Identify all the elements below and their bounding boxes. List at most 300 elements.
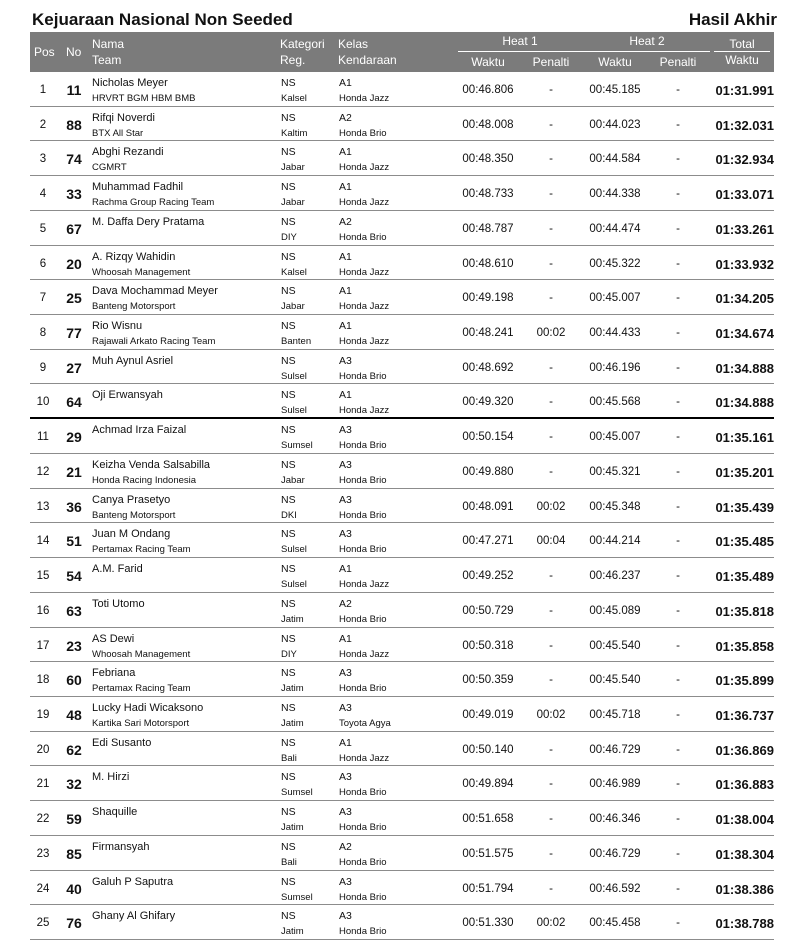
cell-kendaraan: Honda Jazz [339, 197, 390, 209]
cell-kendaraan: Honda Jazz [339, 301, 390, 313]
cell-heat1-waktu: 00:51.658 [462, 813, 514, 826]
cell-heat1-penalti: - [549, 396, 553, 409]
cell-kelas: A3 [339, 458, 352, 471]
cell-kelas: A3 [339, 806, 352, 819]
cell-kelas: A1 [339, 250, 352, 263]
cell-no: 67 [66, 220, 82, 237]
cell-region: Jabar [281, 474, 305, 486]
cell-heat1-waktu: 00:48.350 [462, 153, 514, 166]
cell-total-waktu: 01:35.899 [715, 673, 774, 689]
table-row [30, 871, 774, 906]
cell-kategori: NS [281, 458, 296, 471]
cell-name: Toti Utomo [92, 597, 145, 610]
header-team: Team [92, 53, 122, 67]
cell-no: 33 [66, 186, 82, 203]
cell-heat1-waktu: 00:51.330 [462, 917, 514, 930]
result-label: Hasil Akhir [688, 10, 777, 29]
table-row [30, 141, 774, 176]
cell-region: Kalsel [281, 266, 307, 278]
cell-kendaraan: Honda Brio [339, 370, 387, 382]
cell-pos: 7 [39, 292, 47, 305]
cell-no: 60 [66, 672, 82, 689]
header-total: Total [729, 37, 755, 51]
cell-pos: 24 [36, 882, 50, 895]
cell-kendaraan: Honda Jazz [339, 648, 390, 660]
cell-region: Banten [281, 336, 312, 348]
cell-kategori: NS [281, 250, 296, 263]
cell-heat1-penalti: - [549, 292, 553, 305]
cell-heat1-waktu: 00:49.320 [462, 396, 514, 409]
cell-no: 88 [66, 116, 82, 133]
cell-region: Jabar [281, 197, 305, 209]
cell-heat2-penalti: - [676, 396, 680, 409]
cell-heat1-waktu: 00:48.008 [462, 118, 514, 131]
cell-kategori: NS [281, 111, 296, 124]
table-row [30, 628, 774, 663]
cell-pos: 6 [39, 257, 47, 270]
cell-kendaraan: Honda Brio [339, 683, 387, 695]
cell-heat1-waktu: 00:51.794 [462, 882, 514, 895]
cell-heat2-penalti: - [676, 327, 680, 340]
cell-heat2-waktu: 00:45.540 [589, 674, 641, 687]
cell-heat1-waktu: 00:48.787 [462, 222, 514, 235]
cell-pos: 17 [36, 639, 50, 652]
cell-name: M. Hirzi [92, 771, 130, 784]
cell-no: 62 [66, 741, 82, 758]
cell-kendaraan: Honda Brio [339, 613, 387, 625]
cell-no: 32 [66, 776, 82, 793]
cell-heat2-penalti: - [676, 847, 680, 860]
cell-heat1-waktu: 00:49.019 [462, 708, 514, 721]
cell-heat2-penalti: - [676, 222, 680, 235]
cell-total-waktu: 01:32.031 [715, 117, 774, 133]
cell-name: Muh Aynul Asriel [92, 354, 174, 367]
cell-kategori: NS [281, 146, 296, 159]
cell-name: Muhammad Fadhil [92, 181, 184, 194]
cell-team: Rachma Group Racing Team [92, 197, 215, 209]
cell-heat2-waktu: 00:46.729 [589, 847, 641, 860]
cell-heat1-waktu: 00:48.733 [462, 188, 514, 201]
cell-name: M. Daffa Dery Pratama [92, 215, 205, 228]
table-body [30, 72, 774, 940]
cell-kendaraan: Honda Jazz [339, 93, 390, 104]
cell-heat1-penalti: - [549, 153, 553, 166]
cell-kategori: NS [281, 215, 296, 228]
cell-heat2-penalti: - [676, 257, 680, 270]
cell-heat2-waktu: 00:45.007 [589, 431, 641, 444]
cell-heat2-waktu: 00:45.568 [589, 396, 641, 409]
cell-kendaraan: Honda Jazz [339, 405, 390, 417]
cell-heat2-penalti: - [676, 535, 680, 548]
cell-total-waktu: 01:35.858 [715, 638, 774, 654]
header-penalti-1: Penalti [532, 55, 570, 69]
header-heat1: Heat 1 [502, 34, 538, 48]
cell-no: 54 [66, 568, 82, 585]
cell-no: 63 [66, 602, 82, 619]
cell-pos: 16 [36, 604, 50, 617]
cell-region: Jatim [281, 613, 304, 625]
cell-heat1-waktu: 00:46.806 [462, 84, 514, 96]
cell-heat1-penalti: - [549, 882, 553, 895]
table-row [30, 489, 774, 524]
cell-kategori: NS [281, 563, 296, 576]
cell-heat2-waktu: 00:46.729 [589, 743, 641, 756]
cell-total-waktu: 01:33.932 [715, 256, 774, 272]
cell-kelas: A2 [339, 215, 352, 228]
cell-heat2-waktu: 00:45.321 [589, 465, 641, 478]
cell-heat1-penalti: 00:02 [536, 500, 566, 513]
cell-heat2-waktu: 00:44.214 [589, 535, 641, 548]
cell-heat1-penalti: - [549, 604, 553, 617]
cell-heat2-waktu: 00:44.023 [589, 118, 641, 131]
cell-heat1-waktu: 00:47.271 [462, 535, 514, 548]
cell-kelas: A1 [339, 389, 352, 402]
cell-kategori: NS [281, 806, 296, 819]
cell-heat1-waktu: 00:49.880 [462, 465, 514, 478]
cell-team: Pertamax Racing Team [92, 544, 191, 556]
cell-total-waktu: 01:38.304 [715, 846, 774, 862]
heat-divider [458, 51, 710, 52]
table-row [30, 697, 774, 732]
cell-name: Achmad Irza Faizal [92, 424, 187, 437]
cell-kelas: A2 [339, 597, 352, 610]
cell-pos: 11 [37, 431, 49, 444]
cell-heat1-waktu: 00:50.729 [462, 604, 514, 617]
cell-heat2-waktu: 00:45.089 [589, 604, 641, 617]
cell-heat1-penalti: - [549, 222, 553, 235]
cell-pos: 10 [36, 396, 50, 409]
cell-name: AS Dewi [92, 632, 135, 645]
cell-kategori: NS [281, 632, 296, 645]
cell-heat1-waktu: 00:48.692 [462, 361, 514, 374]
table-row [30, 905, 774, 940]
cell-name: Rifqi Noverdi [92, 111, 155, 124]
cell-total-waktu: 01:34.205 [715, 291, 774, 307]
cell-kendaraan: Honda Brio [339, 509, 387, 521]
table-row [30, 350, 774, 385]
cell-name: A. Rizqy Wahidin [92, 250, 176, 263]
cell-kendaraan: Honda Brio [339, 856, 387, 868]
cell-kategori: NS [281, 597, 296, 610]
table-row [30, 593, 774, 628]
cell-team: Honda Racing Indonesia [92, 474, 197, 486]
header-total-waktu: Waktu [725, 53, 759, 67]
cell-kategori: NS [281, 701, 296, 714]
cell-heat1-waktu: 00:51.575 [462, 847, 514, 860]
cell-heat2-penalti: - [676, 500, 680, 513]
cell-total-waktu: 01:35.201 [715, 464, 774, 480]
table-row [30, 836, 774, 871]
cell-name: Lucky Hadi Wicaksono [92, 701, 204, 714]
cell-kategori: NS [281, 771, 296, 784]
header-kendaraan: Kendaraan [338, 53, 397, 67]
cell-region: Bali [281, 856, 297, 868]
cell-no: 76 [66, 915, 82, 932]
cell-team: Kartika Sari Motorsport [92, 717, 190, 729]
header-no: No [66, 45, 82, 59]
cell-heat1-waktu: 00:48.241 [462, 327, 514, 340]
cell-name: Galuh P Saputra [92, 875, 174, 888]
cell-kelas: A3 [339, 910, 352, 923]
cell-heat2-waktu: 00:45.322 [589, 257, 641, 270]
cell-kelas: A3 [339, 701, 352, 714]
header-reg: Reg. [280, 53, 306, 67]
cell-heat1-penalti: 00:04 [536, 535, 566, 548]
cell-region: Sumsel [281, 787, 313, 799]
cell-name: Rio Wisnu [92, 320, 143, 333]
cell-kendaraan: Honda Jazz [339, 752, 390, 764]
cell-name: Abghi Rezandi [92, 146, 164, 159]
header-kelas: Kelas [338, 37, 369, 51]
cell-total-waktu: 01:33.261 [715, 221, 774, 237]
cell-heat2-waktu: 00:45.718 [589, 708, 641, 721]
cell-kendaraan: Honda Jazz [339, 266, 390, 278]
cell-no: 20 [66, 255, 82, 272]
cell-region: Sumsel [281, 891, 313, 903]
cell-kategori: NS [281, 910, 296, 923]
cell-team: Banteng Motorsport [92, 301, 176, 313]
cell-heat1-waktu: 00:50.318 [462, 639, 514, 652]
cell-total-waktu: 01:38.386 [715, 881, 774, 897]
cell-kategori: NS [281, 667, 296, 680]
cell-heat2-penalti: - [676, 465, 680, 478]
cell-pos: 4 [39, 188, 47, 201]
cell-heat1-penalti: - [549, 188, 553, 201]
cell-kendaraan: Honda Jazz [339, 162, 390, 174]
table-header [30, 32, 774, 72]
cell-total-waktu: 01:36.737 [715, 707, 774, 723]
cell-kendaraan: Honda Brio [339, 127, 387, 139]
cell-name: Firmansyah [92, 840, 150, 853]
cell-heat2-waktu: 00:46.237 [589, 570, 641, 583]
cell-heat1-penalti: 00:02 [536, 917, 566, 930]
cell-name: Edi Susanto [92, 736, 152, 749]
table-row [30, 419, 774, 454]
cell-no: 85 [66, 845, 82, 862]
cell-heat2-penalti: - [676, 917, 680, 930]
cell-heat1-waktu: 00:49.894 [462, 778, 514, 791]
cell-kategori: NS [281, 528, 296, 541]
cell-heat2-waktu: 00:44.433 [589, 327, 641, 340]
cell-pos: 23 [36, 847, 50, 860]
cell-kelas: A3 [339, 771, 352, 784]
cell-kendaraan: Honda Brio [339, 926, 387, 938]
cell-no: 23 [66, 637, 82, 654]
cell-region: Sulsel [281, 405, 307, 417]
cell-no: 48 [66, 706, 82, 723]
cell-region: Jatim [281, 683, 304, 695]
cell-kelas: A1 [339, 181, 352, 194]
cell-region: Kaltim [281, 127, 308, 139]
header-heat2: Heat 2 [629, 34, 665, 48]
cell-heat1-penalti: - [549, 847, 553, 860]
cell-heat2-waktu: 00:45.185 [589, 84, 641, 96]
cell-heat2-waktu: 00:45.540 [589, 639, 641, 652]
cell-region: Bali [281, 752, 297, 764]
cell-heat1-penalti: 00:02 [536, 327, 566, 340]
cell-total-waktu: 01:38.788 [715, 916, 774, 932]
cell-heat1-penalti: - [549, 674, 553, 687]
cell-kelas: A3 [339, 424, 352, 437]
cell-total-waktu: 01:35.818 [715, 603, 774, 619]
cell-kelas: A1 [339, 320, 352, 333]
cell-pos: 20 [36, 743, 50, 756]
cell-region: DKI [281, 509, 297, 521]
cell-kendaraan: Toyota Agya [339, 717, 391, 729]
cell-name: Juan M Ondang [92, 528, 171, 541]
cell-no: 36 [66, 498, 82, 515]
cell-heat1-waktu: 00:50.140 [462, 743, 514, 756]
cell-total-waktu: 01:35.439 [715, 499, 774, 515]
cell-heat1-waktu: 00:49.198 [462, 292, 514, 305]
cell-heat2-waktu: 00:45.458 [589, 917, 641, 930]
cell-heat1-penalti: - [549, 118, 553, 131]
cell-team: Rajawali Arkato Racing Team [92, 336, 216, 348]
cell-no: 64 [66, 394, 82, 411]
cell-kendaraan: Honda Brio [339, 440, 387, 452]
cell-kategori: NS [281, 354, 296, 367]
cell-pos: 15 [36, 570, 50, 583]
cell-name: Nicholas Meyer [92, 77, 168, 89]
cell-heat2-penalti: - [676, 188, 680, 201]
cell-region: Jatim [281, 822, 304, 834]
cell-heat2-penalti: - [676, 604, 680, 617]
table-row [30, 384, 774, 419]
cell-name: Shaquille [92, 806, 138, 819]
cell-heat2-waktu: 00:46.346 [589, 813, 641, 826]
cell-heat2-waktu: 00:45.007 [589, 292, 641, 305]
results-table [30, 32, 774, 940]
table-row [30, 246, 774, 281]
table-row [30, 211, 774, 246]
cell-kelas: A2 [339, 840, 352, 853]
cell-pos: 21 [36, 778, 50, 791]
cell-kelas: A1 [339, 736, 352, 749]
cell-team: Pertamax Racing Team [92, 683, 191, 695]
cell-heat2-penalti: - [676, 361, 680, 374]
header-penalti-2: Penalti [659, 55, 697, 69]
table-row [30, 523, 774, 558]
table-row [30, 107, 774, 142]
cell-pos: 18 [36, 674, 50, 687]
cell-kategori: NS [281, 424, 296, 437]
cell-no: 74 [66, 151, 82, 168]
cell-heat1-penalti: - [549, 431, 553, 444]
cell-no: 21 [66, 463, 82, 480]
cell-kendaraan: Honda Brio [339, 891, 387, 903]
cell-kendaraan: Honda Brio [339, 822, 387, 834]
cell-name: A.M. Farid [92, 563, 143, 576]
cell-heat1-waktu: 00:49.252 [462, 570, 514, 583]
cell-kelas: A3 [339, 354, 352, 367]
cell-heat2-penalti: - [676, 431, 680, 444]
cell-kendaraan: Honda Brio [339, 544, 387, 556]
cell-no: 40 [66, 880, 82, 897]
header-waktu-2: Waktu [598, 55, 632, 69]
cell-region: Sulsel [281, 544, 307, 556]
cell-heat2-penalti: - [676, 118, 680, 131]
cell-no: 25 [66, 290, 82, 307]
cell-kategori: NS [281, 77, 296, 89]
cell-pos: 8 [39, 327, 47, 340]
cell-region: DIY [281, 648, 297, 660]
header-kategori: Kategori [280, 37, 325, 51]
cell-heat2-penalti: - [676, 570, 680, 583]
cell-total-waktu: 01:35.161 [715, 430, 774, 446]
table-row [30, 176, 774, 211]
cell-total-waktu: 01:34.888 [715, 360, 774, 376]
cell-region: Sulsel [281, 579, 307, 591]
cell-pos: 13 [36, 500, 50, 513]
cell-heat2-penalti: - [676, 84, 680, 96]
cell-kategori: NS [281, 389, 296, 402]
cell-name: Canya Prasetyo [92, 493, 171, 506]
cell-region: Jatim [281, 717, 304, 729]
cell-kelas: A1 [339, 77, 352, 89]
cell-region: Kalsel [281, 93, 307, 104]
cell-total-waktu: 01:36.883 [715, 777, 774, 793]
page-title: Kejuaraan Nasional Non Seeded [32, 10, 293, 29]
cell-heat2-waktu: 00:46.592 [589, 882, 641, 895]
cell-name: Febriana [92, 667, 136, 680]
cell-heat1-waktu: 00:48.610 [462, 257, 514, 270]
cell-no: 27 [66, 359, 82, 376]
cell-kendaraan: Honda Brio [339, 787, 387, 799]
cell-heat1-penalti: - [549, 813, 553, 826]
cell-total-waktu: 01:31.991 [715, 83, 774, 98]
cell-region: Jatim [281, 926, 304, 938]
cell-kategori: NS [281, 736, 296, 749]
cell-total-waktu: 01:38.004 [715, 812, 774, 828]
cell-name: Oji Erwansyah [92, 389, 163, 402]
table-row [30, 315, 774, 350]
cell-pos: 12 [36, 465, 50, 478]
cell-team: CGMRT [92, 162, 127, 174]
cell-pos: 3 [39, 153, 47, 166]
cell-heat2-penalti: - [676, 813, 680, 826]
cell-pos: 22 [36, 813, 50, 826]
cell-heat1-penalti: - [549, 570, 553, 583]
cell-heat2-waktu: 00:44.474 [589, 222, 641, 235]
cell-kelas: A3 [339, 528, 352, 541]
cell-heat2-penalti: - [676, 639, 680, 652]
cell-kategori: NS [281, 840, 296, 853]
cell-team: HRVRT BGM HBM BMB [92, 93, 196, 104]
cell-heat2-waktu: 00:44.338 [589, 188, 641, 201]
cell-heat1-penalti: - [549, 84, 553, 96]
cell-kendaraan: Honda Jazz [339, 579, 390, 591]
header-pos: Pos [34, 45, 55, 59]
cell-total-waktu: 01:34.888 [715, 395, 774, 411]
table-row [30, 72, 774, 107]
cell-pos: 19 [36, 708, 50, 721]
cell-region: Jabar [281, 301, 305, 313]
cell-region: DIY [281, 231, 297, 243]
cell-kendaraan: Honda Jazz [339, 336, 390, 348]
cell-total-waktu: 01:36.869 [715, 742, 774, 758]
cell-kategori: NS [281, 285, 296, 298]
cell-total-waktu: 01:34.674 [715, 326, 774, 342]
cell-kategori: NS [281, 320, 296, 333]
cell-total-waktu: 01:32.934 [715, 152, 774, 168]
table-row [30, 454, 774, 489]
cell-region: Jabar [281, 162, 305, 174]
cell-heat2-waktu: 00:44.584 [589, 153, 641, 166]
cell-no: 77 [66, 325, 82, 342]
cell-pos: 1 [39, 84, 47, 96]
cell-kelas: A3 [339, 875, 352, 888]
cell-heat1-penalti: - [549, 743, 553, 756]
